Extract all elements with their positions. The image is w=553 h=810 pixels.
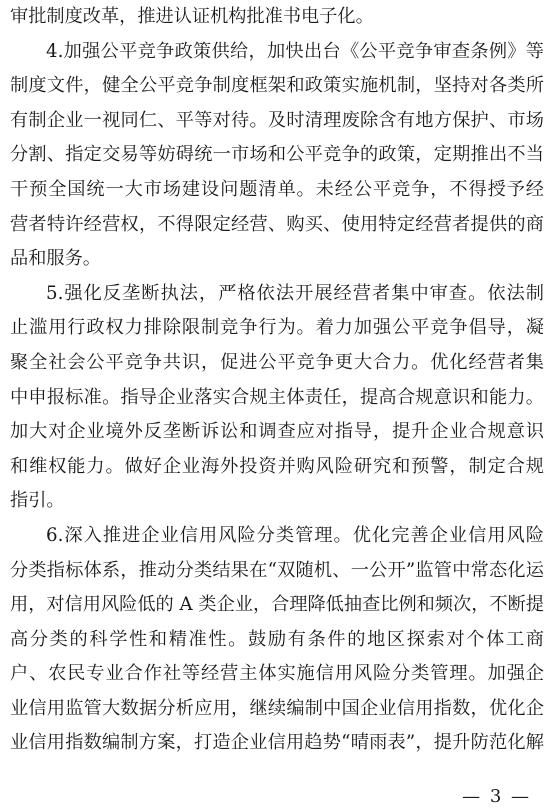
text-line: 营者特许经营权，不得限定经营、购买、使用特定经营者提供的商 <box>10 213 544 235</box>
document-page <box>10 0 544 761</box>
text-line: 有制企业一视同仁、平等对待。及时清理废除含有地方保护、市场 <box>10 109 544 131</box>
text-line: 指引。 <box>10 490 65 512</box>
text-line: 干预全国统一大市场建设问题清单。未经公平竞争，不得授予经 <box>10 178 544 200</box>
text-line: 分类指标体系，推动分类结果在“双随机、一公开”监管中常态化运 <box>10 559 544 581</box>
text-line: 6.深入推进企业信用风险分类管理。优化完善企业信用风险 <box>46 524 544 546</box>
text-line: 高分类的科学性和精准性。鼓励有条件的地区探索对个体工商 <box>10 628 544 650</box>
text-line: 加大对企业境外反垄断诉讼和调查应对指导，提升企业合规意识 <box>10 421 544 443</box>
text-line: 业信用监管大数据分析应用，继续编制中国企业信用指数，优化企 <box>10 697 544 719</box>
text-line: 用，对信用风险低的 A 类企业，合理降低抽查比例和频次，不断提 <box>10 594 544 616</box>
text-line: 5.强化反垄断执法，严格依法开展经营者集中审查。依法制 <box>46 282 544 304</box>
text-line: 分割、指定交易等妨碍统一市场和公平竞争的政策，定期推出不当 <box>10 144 544 166</box>
text-line: 4.加强公平竞争政策供给，加快出台《公平竞争审查条例》等 <box>46 40 544 62</box>
text-line: 制度文件，健全公平竞争制度框架和政策实施机制，坚持对各类所 <box>10 75 544 97</box>
text-line: 止滥用行政权力排除限制竞争行为。着力加强公平竞争倡导，凝 <box>10 317 544 339</box>
text-line: 户、农民专业合作社等经营主体实施信用风险分类管理。加强企 <box>10 663 544 685</box>
text-line: 审批制度改革，推进认证机构批准书电子化。 <box>10 6 374 27</box>
text-line: 聚全社会公平竞争共识，促进公平竞争更大合力。优化经营者集 <box>10 351 544 373</box>
text-line: 中申报标准。指导企业落实合规主体责任，提高合规意识和能力。 <box>10 386 544 408</box>
text-line: 品和服务。 <box>10 248 101 270</box>
page-number: — 3 — <box>462 786 531 807</box>
text-line: 和维权能力。做好企业海外投资并购风险研究和预警，制定合规 <box>10 455 544 477</box>
text-line: 业信用指数编制方案，打造企业信用趋势“晴雨表”，提升防范化解 <box>10 732 544 754</box>
